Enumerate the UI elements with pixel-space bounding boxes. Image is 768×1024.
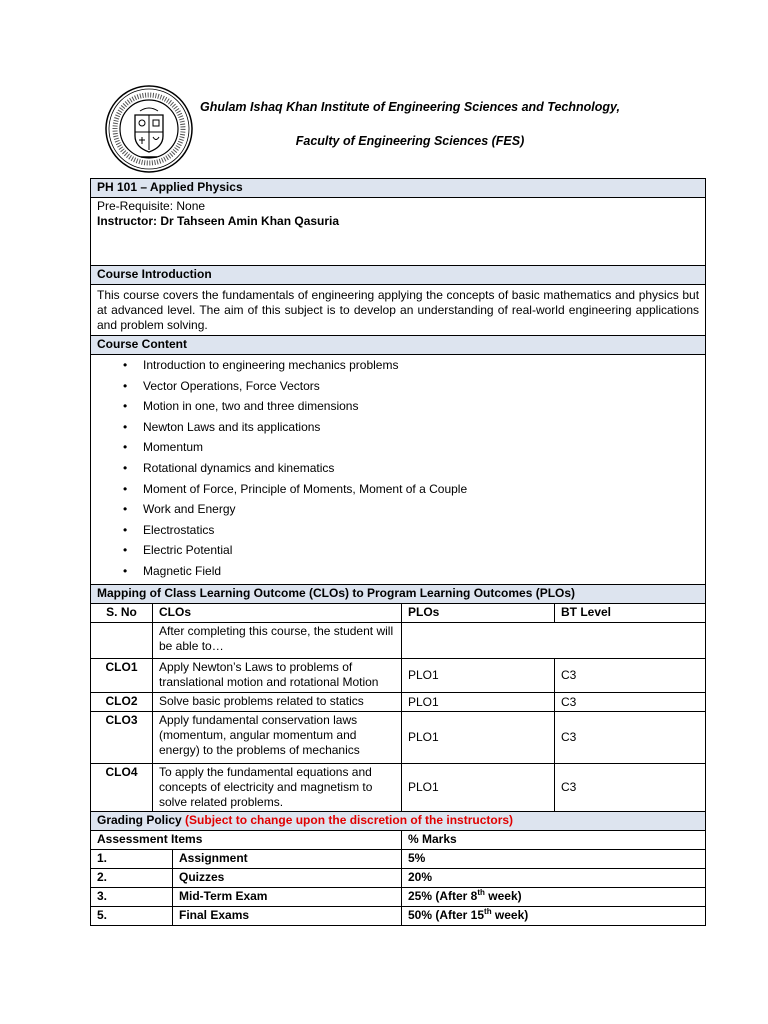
clo-id: CLO2 bbox=[91, 693, 153, 712]
intro-heading: Course Introduction bbox=[91, 266, 706, 285]
prerequisite: Pre-Requisite: None bbox=[97, 199, 206, 213]
content-heading-row bbox=[91, 336, 706, 355]
content-heading: Course Content bbox=[91, 336, 706, 355]
grading-note: (Subject to change upon the discretion of the instructors) bbox=[185, 813, 514, 827]
col-plos: PLOs bbox=[402, 604, 555, 623]
clo-bt: C3 bbox=[555, 764, 706, 812]
clo-bt: C3 bbox=[555, 659, 706, 693]
table-row bbox=[91, 888, 706, 907]
clo-text: Apply fundamental conservation laws (momentum, angular momentum and energy) to the problems of mechanics bbox=[153, 712, 402, 764]
clo-id: CLO4 bbox=[91, 764, 153, 812]
list-item: • Electrostatics bbox=[123, 520, 699, 541]
table-row bbox=[91, 850, 706, 869]
mapping-intro-row bbox=[91, 623, 706, 659]
list-item: • Vector Operations, Force Vectors bbox=[123, 376, 699, 397]
clo-text: Solve basic problems related to statics bbox=[153, 693, 402, 712]
grading-header-row bbox=[91, 831, 706, 850]
grading-heading-row bbox=[91, 812, 706, 831]
grade-no: 2. bbox=[91, 869, 173, 888]
list-item: • Introduction to engineering mechanics problems bbox=[123, 355, 699, 376]
grade-marks: 25% (After 8th week) bbox=[402, 888, 706, 907]
grade-marks: 5% bbox=[402, 850, 706, 869]
list-item: • Moment of Force, Principle of Moments, Moment of a Couple bbox=[123, 479, 699, 500]
list-item: • Momentum bbox=[123, 437, 699, 458]
clo-text: To apply the fundamental equations and concepts of electricity and magnetism to solve related problems. bbox=[153, 764, 402, 812]
faculty-name: Faculty of Engineering Sciences (FES) bbox=[295, 134, 525, 148]
col-sno: S. No bbox=[91, 604, 153, 623]
institute-seal-icon bbox=[104, 84, 194, 174]
clo-plo: PLO1 bbox=[402, 764, 555, 812]
col-bt-level: BT Level bbox=[555, 604, 706, 623]
document-header bbox=[0, 0, 768, 178]
list-item: • Magnetic Field bbox=[123, 561, 699, 582]
table-row bbox=[91, 693, 706, 712]
course-title-row bbox=[91, 179, 706, 198]
course-content-list bbox=[97, 355, 699, 582]
col-clos: CLOs bbox=[153, 604, 402, 623]
clo-id: CLO1 bbox=[91, 659, 153, 693]
clo-id: CLO3 bbox=[91, 712, 153, 764]
grade-item: Mid-Term Exam bbox=[173, 888, 402, 907]
grade-marks: 20% bbox=[402, 869, 706, 888]
mapping-heading-row bbox=[91, 585, 706, 604]
list-item: • Rotational dynamics and kinematics bbox=[123, 458, 699, 479]
institute-name: Ghulam Ishaq Khan Institute of Engineering Sciences and Technology, bbox=[200, 100, 620, 114]
course-outline-table bbox=[90, 178, 706, 926]
intro-text-row bbox=[91, 285, 706, 336]
table-row bbox=[91, 869, 706, 888]
clo-plo: PLO1 bbox=[402, 659, 555, 693]
table-row bbox=[91, 907, 706, 926]
mapping-heading: Mapping of Class Learning Outcome (CLOs) to Program Learning Outcomes (PLOs) bbox=[91, 585, 706, 604]
grade-no: 1. bbox=[91, 850, 173, 869]
clo-bt: C3 bbox=[555, 712, 706, 764]
intro-text: This course covers the fundamentals of engineering applying the concepts of basic mathematics and physics but at advanced level. The aim of this subject is to develop an understanding of real-world engineering applications and problem solving. bbox=[91, 285, 706, 336]
grade-no: 5. bbox=[91, 907, 173, 926]
col-assessment-items: Assessment Items bbox=[91, 831, 402, 850]
grade-item: Assignment bbox=[173, 850, 402, 869]
grade-marks: 50% (After 15th week) bbox=[402, 907, 706, 926]
clo-plo: PLO1 bbox=[402, 712, 555, 764]
grade-no: 3. bbox=[91, 888, 173, 907]
list-item: • Newton Laws and its applications bbox=[123, 417, 699, 438]
grading-title: Grading Policy bbox=[97, 813, 182, 827]
instructor: Instructor: Dr Tahseen Amin Khan Qasuria bbox=[97, 214, 340, 228]
intro-heading-row bbox=[91, 266, 706, 285]
list-item: • Motion in one, two and three dimensions bbox=[123, 396, 699, 417]
grading-heading bbox=[91, 812, 706, 831]
grade-item: Final Exams bbox=[173, 907, 402, 926]
course-title: PH 101 – Applied Physics bbox=[91, 179, 706, 198]
table-row bbox=[91, 712, 706, 764]
table-row bbox=[91, 764, 706, 812]
col-marks: % Marks bbox=[402, 831, 706, 850]
content-list-row bbox=[91, 355, 706, 585]
course-info-row bbox=[91, 198, 706, 266]
grade-item: Quizzes bbox=[173, 869, 402, 888]
mapping-header-row bbox=[91, 604, 706, 623]
clo-text: Apply Newton’s Laws to problems of translational motion and rotational Motion bbox=[153, 659, 402, 693]
clo-plo: PLO1 bbox=[402, 693, 555, 712]
clo-bt: C3 bbox=[555, 693, 706, 712]
list-item: • Work and Energy bbox=[123, 499, 699, 520]
list-item: • Electric Potential bbox=[123, 540, 699, 561]
table-row bbox=[91, 659, 706, 693]
mapping-intro: After completing this course, the student will be able to… bbox=[153, 623, 402, 659]
